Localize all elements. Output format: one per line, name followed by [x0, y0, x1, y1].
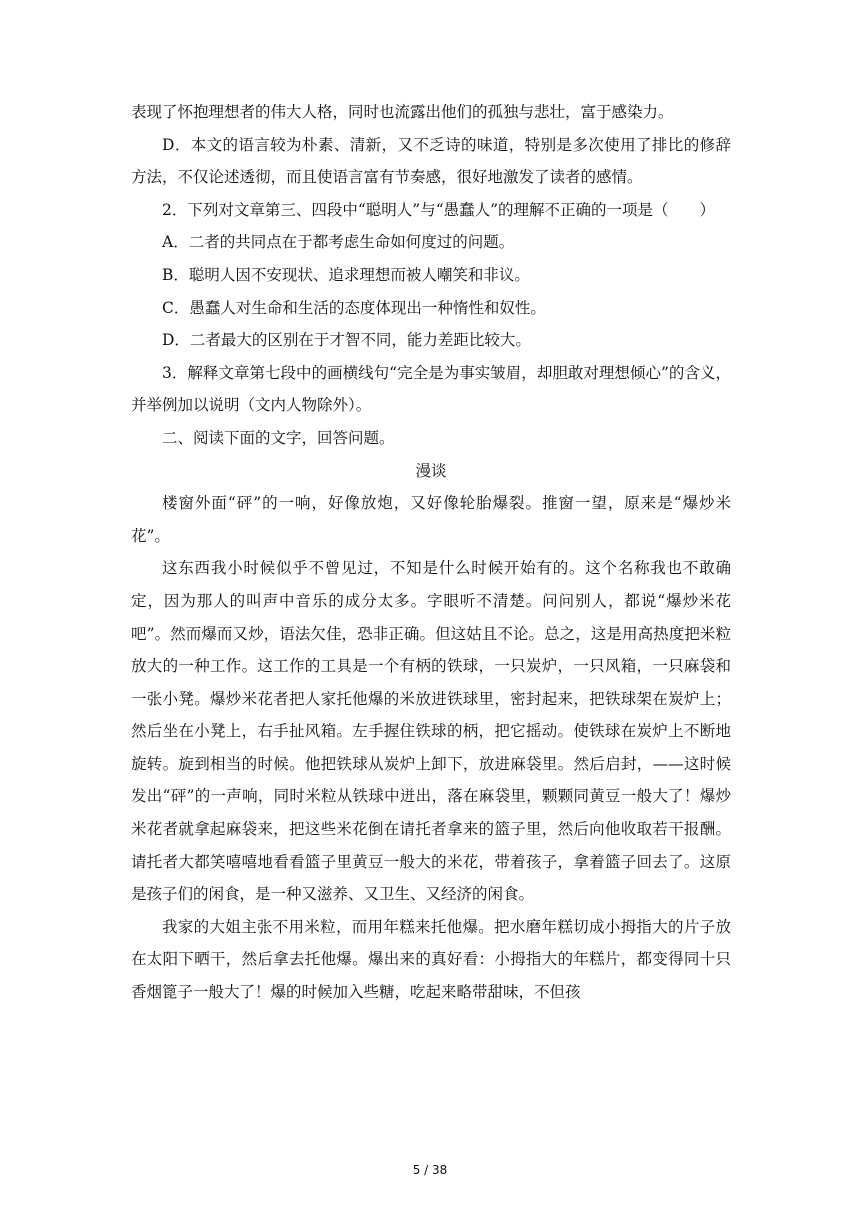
article-title: 漫谈: [415, 461, 447, 480]
option-a: A．二者的共同点在于都考虑生命如何度过的问题。: [162, 233, 515, 252]
article-paragraph: 这东西我小时候似乎不曾见过，不知是什么时候开始有的。这个名称我也不敢确定，因为那人的叫声中音乐的成分太多。字眼听不清楚。问问别人，都说“爆炒米花吧”。然而爆而又炒，语法欠佳，恐非正确。但这姑且不论。总之，这是用高热度把米粒放大的一种工作。这工作的工具是一个有柄的铁球，一只炭炉，一只风箱，一只麻袋和一张小凳。爆炒米花者把人家托他爆的米放进铁球里，密封起来，把铁球架在炭炉上；然后坐在小凳上，右手扯风箱。左手握住铁球的柄，把它摇动。使铁球在炭炉上不断地旋转。旋到相当的时候。他把铁球从炭炉上卸下，放进麻袋里。然后启封，——这时候发出“砰”的一声响，同时米粒从铁球中迸出，落在麻袋里，颗颗同黄豆一般大了！爆炒米花者就拿起麻袋来，把这些米花倒在请托者拿来的篮子里，然后向他收取若干报酬。请托者大都笑嘻嘻地看看篮子里黄豆一般大的米花，带着孩子，拿着篮子回去了。这原是孩子们的闲食，是一种又滋养、又卫生、又经济的闲食。: [131, 559, 731, 904]
document-body: [131, 96, 731, 1009]
question-3: 3．解释文章第七段中的画横线句“完全是为事实皱眉，却胆敢对理想倾心”的含义，并举例加以说明（文内人物除外）。: [131, 363, 731, 415]
article-paragraph: 楼窗外面“砰”的一响，好像放炮，又好像轮胎爆裂。推窗一望，原来是“爆炒米花”。: [131, 494, 731, 545]
article-paragraph: 我家的大姐主张不用米粒，而用年糕来托他爆。把水磨年糕切成小拇指大的片子放在太阳下晒干，然后拿去托他爆。爆出来的真好看：小拇指大的年糕片，都变得同十只香烟篦子一般大了！爆的时候加入些糖，吃起来略带甜味，不但孩: [131, 917, 731, 1002]
page-number: 5 / 38: [412, 1163, 448, 1177]
paragraph: 表现了怀抱理想者的伟大人格，同时也流露出他们的孤独与悲壮，富于感染力。: [131, 103, 674, 121]
section-heading: 二、阅读下面的文字，回答问题。: [162, 428, 395, 447]
option-c: C．愚蠢人对生命和生活的态度体现出一种惰性和奴性。: [162, 298, 546, 317]
question-2: 2．下列对文章第三、四段中“聪明人”与“愚蠢人”的理解不正确的一项是（ ）: [162, 200, 716, 219]
option-d: D．二者最大的区别在于才智不同，能力差距比较大。: [162, 331, 531, 350]
option-d-paragraph: D．本文的语言较为朴素、清新，又不乏诗的味道，特别是多次使用了排比的修辞方法，不仅论述透彻，而且使语言富有节奏感，很好地激发了读者的感情。: [131, 135, 731, 187]
option-b: B．聪明人因不安现状、追求理想而被人嘲笑和非议。: [162, 265, 530, 284]
